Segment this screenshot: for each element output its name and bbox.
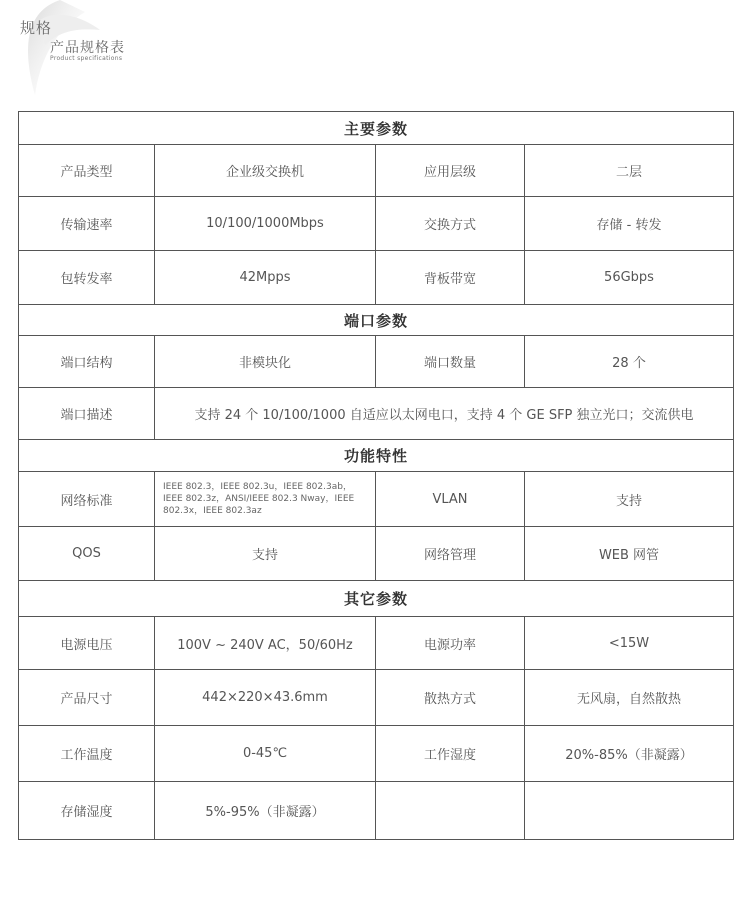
- cell-label: 工作湿度: [376, 726, 525, 782]
- cell-value: 28 个: [525, 336, 734, 388]
- table-row: [19, 527, 734, 581]
- section-row: [19, 305, 734, 336]
- cell-label: 传输速率: [19, 197, 155, 251]
- cell-label: 存储湿度: [19, 782, 155, 840]
- table-row: [19, 472, 734, 527]
- cell-value: 二层: [525, 145, 734, 197]
- cell-label: 包转发率: [19, 251, 155, 305]
- cell-label: 散热方式: [376, 670, 525, 726]
- cell-label: 工作温度: [19, 726, 155, 782]
- table-row: [19, 670, 734, 726]
- cell-value: 非模块化: [155, 336, 376, 388]
- section-row: [19, 440, 734, 472]
- section-other: 其它参数: [19, 581, 734, 617]
- header-subtitle-en: Product specifications: [50, 55, 123, 62]
- cell-label: 网络标准: [19, 472, 155, 527]
- cell-label: VLAN: [376, 472, 525, 527]
- cell-value: 5%-95%（非凝露）: [155, 782, 376, 840]
- cell-label: 交换方式: [376, 197, 525, 251]
- cell-label: QOS: [19, 527, 155, 581]
- cell-value: 存储 - 转发: [525, 197, 734, 251]
- section-port: 端口参数: [19, 305, 734, 336]
- cell-label: 端口数量: [376, 336, 525, 388]
- cell-label: 网络管理: [376, 527, 525, 581]
- cell-value: <15W: [525, 617, 734, 670]
- table-row: [19, 251, 734, 305]
- table-row: [19, 726, 734, 782]
- cell-label: 电源电压: [19, 617, 155, 670]
- cell-label: 端口描述: [19, 388, 155, 440]
- cell-value: WEB 网管: [525, 527, 734, 581]
- cell-value: 10/100/1000Mbps: [155, 197, 376, 251]
- cell-value: 0-45℃: [155, 726, 376, 782]
- table-row: [19, 617, 734, 670]
- cell-value: 20%-85%（非凝露）: [525, 726, 734, 782]
- table-row: [19, 388, 734, 440]
- cell-value-wide: 支持 24 个 10/100/1000 自适应以太网电口，支持 4 个 GE SFP 独立光口；交流供电: [155, 388, 734, 440]
- cell-label: 产品尺寸: [19, 670, 155, 726]
- cell-value: 56Gbps: [525, 251, 734, 305]
- page-header: [0, 0, 260, 110]
- cell-value: 支持: [155, 527, 376, 581]
- cell-value: 企业级交换机: [155, 145, 376, 197]
- cell-label: 背板带宽: [376, 251, 525, 305]
- cell-empty: [525, 782, 734, 840]
- table-row: [19, 197, 734, 251]
- spec-table: [18, 111, 734, 840]
- cell-value-small: IEEE 802.3，IEEE 802.3u，IEEE 802.3ab，IEEE 802.3z，ANSI/IEEE 802.3 Nway，IEEE 802.3x，IEEE 802.3az: [155, 472, 376, 527]
- cell-value: 42Mpps: [155, 251, 376, 305]
- cell-value: 100V ~ 240V AC，50/60Hz: [155, 617, 376, 670]
- cell-label: 电源功率: [376, 617, 525, 670]
- section-row: [19, 581, 734, 617]
- cell-label: 端口结构: [19, 336, 155, 388]
- cell-empty: [376, 782, 525, 840]
- table-row: [19, 145, 734, 197]
- cell-label: 应用层级: [376, 145, 525, 197]
- header-title: 规格: [20, 19, 53, 37]
- table-row: [19, 336, 734, 388]
- section-feature: 功能特性: [19, 440, 734, 472]
- cell-value: 无风扇，自然散热: [525, 670, 734, 726]
- section-row: [19, 112, 734, 145]
- cell-value: 442×220×43.6mm: [155, 670, 376, 726]
- header-subtitle: 产品规格表: [50, 40, 125, 56]
- cell-value: 支持: [525, 472, 734, 527]
- cell-label: 产品类型: [19, 145, 155, 197]
- table-row: [19, 782, 734, 840]
- section-main: 主要参数: [19, 112, 734, 145]
